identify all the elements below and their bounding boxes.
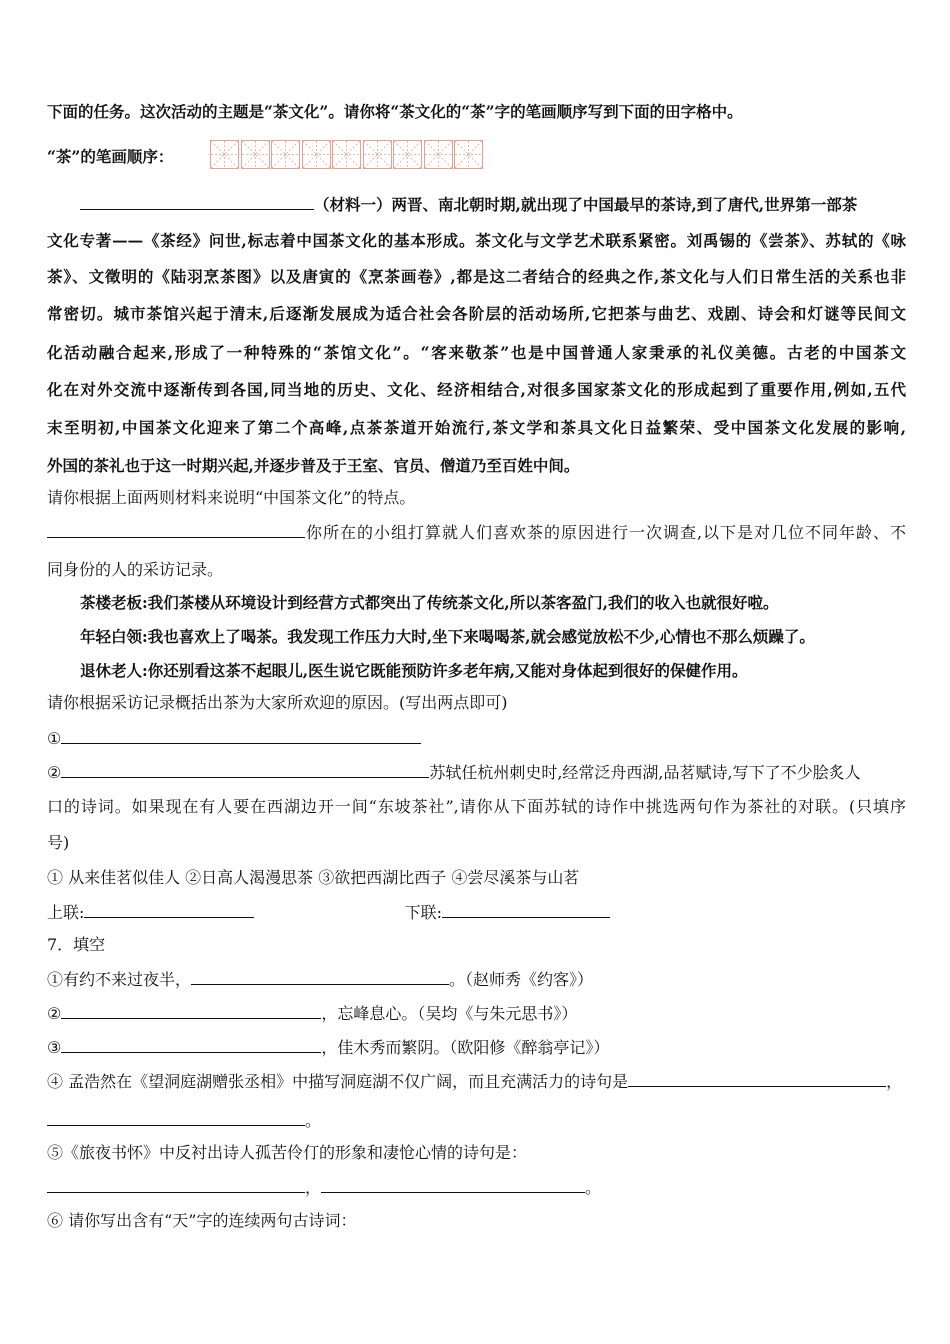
fill-1-blank[interactable] — [191, 969, 449, 985]
answer-blank-survey[interactable] — [47, 522, 305, 538]
fill-5-blank-b[interactable] — [321, 1177, 585, 1193]
fill-1: ①有约不来过夜半， 。（赵师秀《约客》） — [47, 970, 594, 989]
fill-5-blank-a[interactable] — [47, 1177, 305, 1193]
fill-2-blank[interactable] — [61, 1003, 321, 1019]
material-1-line-3: 茶》、文徵明的《陆羽烹茶图》以及唐寅的《烹茶画卷》,都是这二者结合的经典之作,茶文化与人们日常生活的关系也非 — [47, 267, 906, 286]
sushi-line-2: 口的诗词。如果现在有人要在西湖边开一间“东坡茶社”,请你从下面苏轼的诗作中挑选两句作为茶社的对联。(只填序 — [47, 797, 906, 816]
lower-couplet-blank[interactable] — [442, 902, 610, 918]
answer-line-1: ① — [47, 728, 906, 749]
tianzige-cell[interactable] — [332, 140, 361, 169]
question-reasons: 请你根据采访记录概括出茶为大家所欢迎的原因。(写出两点即可) — [47, 693, 508, 712]
survey-line-2: 同身份的人的采访记录。 — [47, 560, 224, 579]
material-1-line-4: 常密切。城市茶馆兴起于清末,后逐渐发展成为适合社会各阶层的活动场所,它把茶与曲艺、戏剧、诗会和灯谜等民间文 — [47, 304, 906, 323]
fill-5: ⑤《旅夜书怀》中反衬出诗人孤苦伶仃的形象和凄怆心情的诗句是： — [47, 1143, 528, 1162]
fill-4-blank-b[interactable] — [47, 1110, 305, 1126]
answer-blank-2[interactable] — [61, 762, 429, 778]
fill-4-blank-a[interactable] — [628, 1071, 886, 1087]
intro-line: 下面的任务。这次活动的主题是“茶文化”。请你将“茶文化的“茶”字的笔画顺序写到下面的田字格中。 — [47, 102, 743, 121]
material-1-line-1: （材料一）两晋、南北朝时期,就出现了中国最早的茶诗,到了唐代,世界第一部茶 — [80, 194, 906, 215]
answer-blank-features[interactable] — [80, 194, 314, 210]
fill-4-continued: 。 — [47, 1110, 906, 1131]
tianzige-cell[interactable] — [424, 140, 453, 169]
question-features: 请你根据上面两则材料来说明“中国茶文化”的特点。 — [47, 488, 416, 507]
material-1-line-8: 外国的茶礼也于这一时期兴起,并逐步普及于王室、官员、僧道乃至百姓中间。 — [47, 456, 580, 475]
material-1-line-6: 化在对外交流中逐渐传到各国,同当地的历史、文化、经济相结合,对很多国家茶文化的形成起到了重要作用,例如,五代 — [47, 380, 906, 399]
fill-3: ③ ，佳木秀而繁阴。（欧阳修《醉翁亭记》） — [47, 1038, 610, 1057]
material-1-line-5: 化活动融合起来,形成了一种特殊的“茶馆文化”。“客来敬茶”也是中国普通人家秉承的礼仪美德。古老的中国茶文 — [47, 343, 906, 362]
interview-owner: 茶楼老板:我们茶楼从环境设计到经营方式都突出了传统茶文化,所以茶客盈门,我们的收入也就很好啦。 — [80, 593, 779, 612]
answer-line-2: ② 苏轼任杭州刺史时,经常泛舟西湖,品茗赋诗,写下了不少脍炙人 — [47, 763, 861, 782]
tianzige-cell[interactable] — [241, 140, 270, 169]
fill-3-blank[interactable] — [61, 1037, 321, 1053]
question-7-heading: 7．填空 — [47, 935, 106, 954]
answer-blank-1[interactable] — [61, 728, 421, 744]
interview-white-collar: 年轻白领:我也喜欢上了喝茶。我发现工作压力大时,坐下来喝喝茶,就会感觉放松不少,心情也不那么烦躁了。 — [80, 627, 815, 646]
material-1-line-7: 末至明初,中国茶文化迎来了第二个高峰,点茶茶道开始流行,茶文学和茶具文化日益繁荣、受中国茶文化发展的影响, — [47, 418, 906, 437]
tianzige-cell[interactable] — [363, 140, 392, 169]
fill-2: ② ，忘峰息心。（吴均《与朱元思书》） — [47, 1004, 578, 1023]
material-1-line-2: 文化专著——《茶经》问世,标志着中国茶文化的基本形成。茶文化与文学艺术联系紧密。刘禹锡的《尝茶》、苏轼的《咏 — [47, 231, 906, 250]
survey-line-1: 你所在的小组打算就人们喜欢茶的原因进行一次调查,以下是对几位不同年龄、不 — [47, 522, 906, 543]
upper-couplet-blank[interactable] — [84, 902, 254, 918]
fill-6: ⑥ 请你写出含有“天”字的连续两句古诗词： — [47, 1211, 357, 1230]
tianzige-cell[interactable] — [302, 140, 331, 169]
interview-retiree: 退休老人:你还别看这茶不起眼儿,医生说它既能预防许多老年病,又能对身体起到很好的保健作用。 — [80, 661, 748, 680]
fill-4: ④ 孟浩然在《望洞庭湖赠张丞相》中描写洞庭湖不仅广阔，而且充满活力的诗句是 ， — [47, 1072, 903, 1091]
tianzige-grid[interactable] — [210, 140, 485, 169]
fill-5-answers: ， 。 — [47, 1177, 906, 1198]
tianzige-cell[interactable] — [393, 140, 422, 169]
tianzige-cell[interactable] — [454, 140, 483, 169]
stroke-order-label: “茶”的笔画顺序： — [47, 147, 174, 166]
sushi-line-3: 号) — [47, 833, 70, 852]
couplet-options: ① 从来佳茗似佳人 ②日高人渴漫思茶 ③欲把西湖比西子 ④尝尽溪茶与山茗 — [47, 868, 580, 887]
tianzige-cell[interactable] — [271, 140, 300, 169]
couplet-answers: 上联: 下联: — [47, 902, 906, 923]
tianzige-cell[interactable] — [210, 140, 239, 169]
